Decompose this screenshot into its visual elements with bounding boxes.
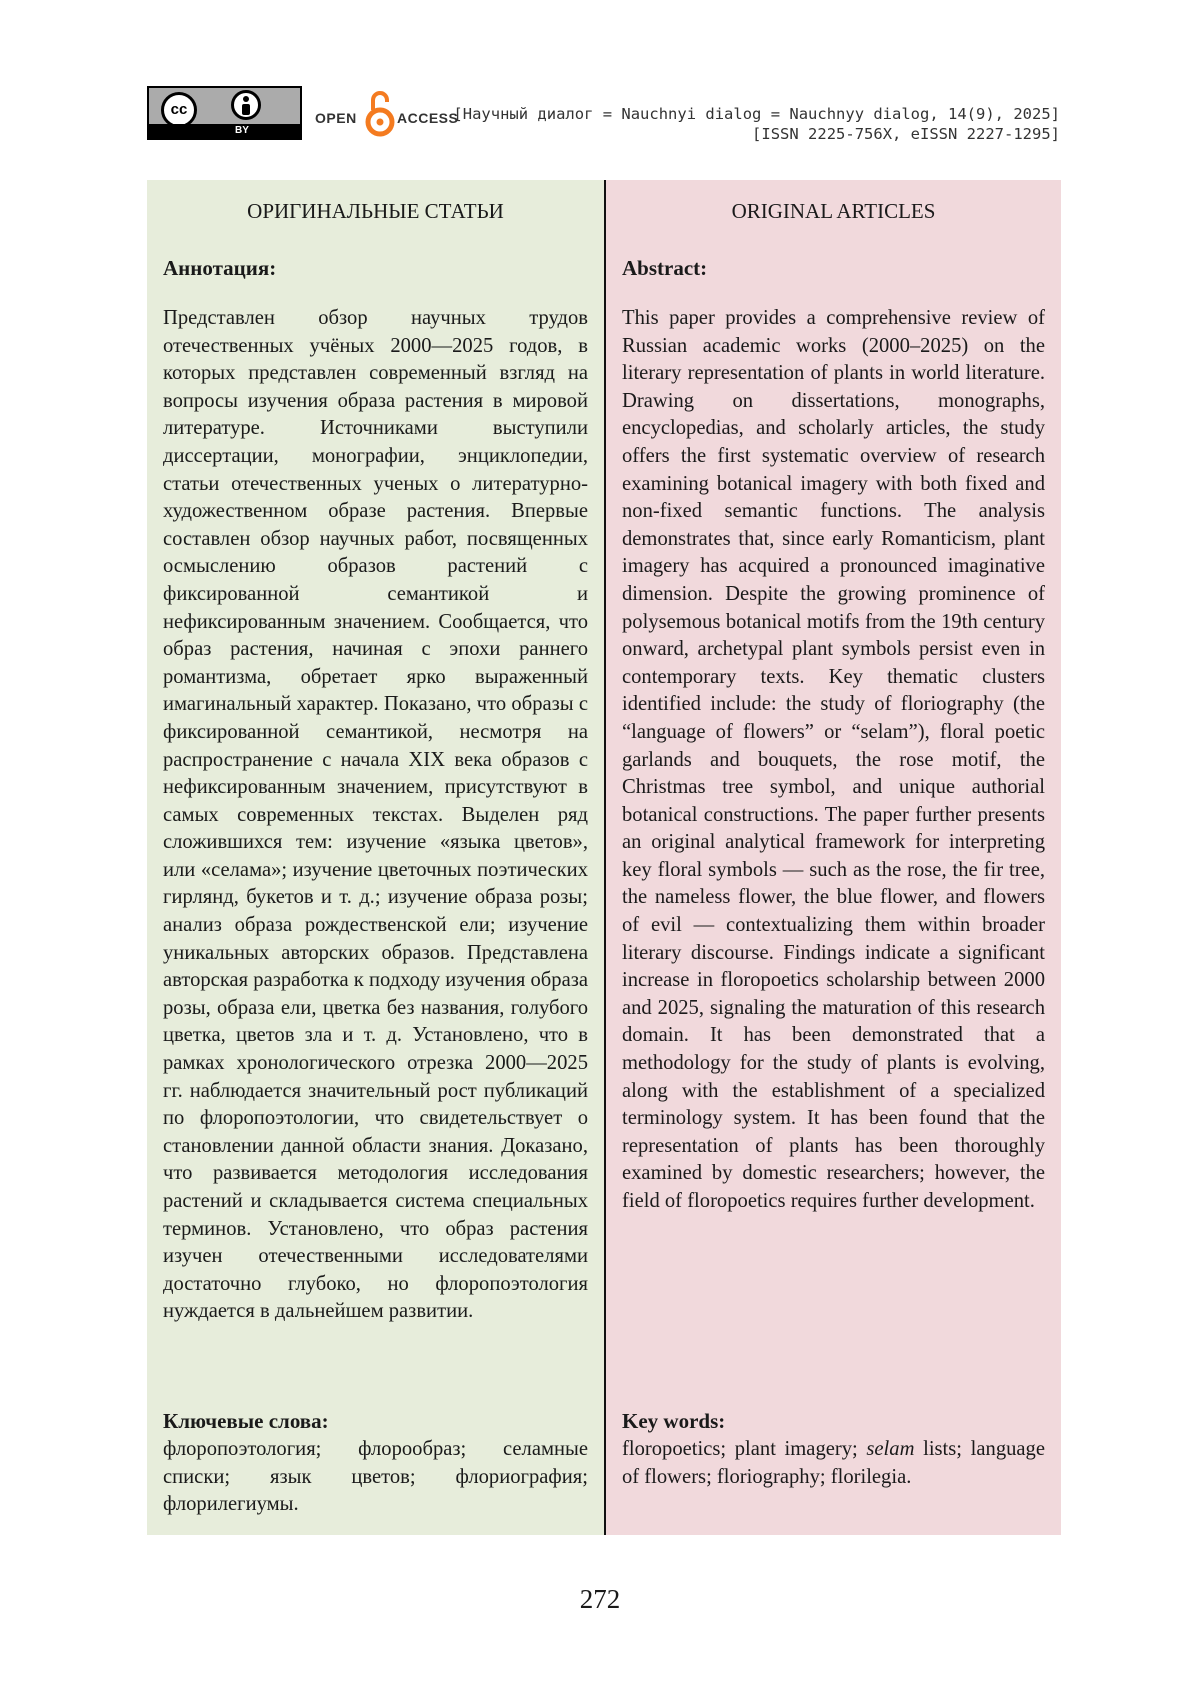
keywords-label-en: Key words: [622,1409,726,1433]
page-header [147,84,1060,144]
keywords-text-en [622,1436,1045,1491]
open-access-lock-icon [365,88,395,138]
bilingual-abstract-block [147,180,1061,1535]
abstract-text-ru: Представлен обзор научных трудов отечественных учёных 2000—2025 годов, в которых представлен современный взгляд на вопросы изучения образа растения в мировой литературе. Источниками выступили диссертации, монографии, энциклопедии, статьи отечественных ученых о литературно-художественном образе растения. Впервые составлен обзор научных работ, посвященных осмыслению образов растений с фиксированной семантикой и нефиксированным значением. Сообщается, что образ растения, начиная с эпохи раннего романтизма, обретает ярко выраженный имагинальный характер. Показано, что образы с фиксированной семантикой, несмотря на распространение с начала XIX века образов с нефиксированным значением, присутствуют в самых современных текстах. Выделен ряд сложившихся тем: изучение «языка цветов», или «селама»; изучение цветочных поэтических гирлянд, букетов и т. д.; изучение образа розы; анализ образа рождественской ели; изучение уникальных авторских образов. Представлена авторская разработка к подходу изучения образа розы, образа ели, цветка без названия, голубого цветка, цветов зла и т. д. Установлено, что в рамках хронологического отрезка 2000—2025 гг. наблюдается значительный рост публикаций по флоропоэтологии, что свидетельствует о становлении данной области знания. Доказано, что развивается методология исследования растений и складывается система специальных терминов. Установлено, что образ растения изучен отечественными исследователями достаточно глубоко, но флоропоэтология нуждается в дальнейшем развитии. [163,307,588,1323]
journal-info [453,104,1060,144]
page-number: 272 [579,1584,621,1614]
section-title-en: ORIGINAL ARTICLES [731,199,936,223]
section-title-ru: ОРИГИНАЛЬНЫЕ СТАТЬИ [247,199,504,223]
open-access-open-text: OPEN [315,110,357,126]
journal-issn: [ISSN 2225-756X, eISSN 2227-1295] [752,125,1060,143]
keywords-en-part-2: lists; language of flowers; floriography; florilegia. [622,1438,1045,1488]
keywords-en-italic-term: selam [866,1438,915,1460]
keywords-text-ru: флоропоэтология; флорообраз; селамные списки; язык цветов; флориография; флорилегиумы. [163,1438,588,1516]
keywords-label-ru: Ключевые слова: [163,1409,329,1433]
abstract-label-en: Abstract: [622,256,708,280]
russian-column [147,180,604,1535]
cc-by-license-badge[interactable] [147,86,302,140]
by-label: BY [235,125,249,136]
english-column [606,180,1061,1535]
abstract-text-en: This paper provides a comprehensive review of Russian academic works (2000–2025) on the literary representation of plants in world literature. Drawing on dissertations, monographs, encyclopedias, and scholarly articles, the study offers the first systematic overview of research examining botanical imagery with both fixed and non-fixed semantic functions. The analysis demonstrates that, since early Romanticism, plant imagery has acquired a pronounced imaginative dimension. Despite the growing prominence of polysemous botanical motifs from the 19th century onward, archetypal plant symbols persist even in contemporary texts. Key thematic clusters identified include: the study of floriography (the “language of flowers” or “selam”), floral poetic garlands and bouquets, the rose motif, the Christmas tree symbol, and unique authorial botanical constructions. The paper further presents an original analytical framework for interpreting key floral symbols — such as the rose, the fir tree, the nameless flower, the blue flower, and flowers of evil — contextualizing them within broader literary discourse. Findings indicate a significant increase in floropoetics scholarship between 2000 and 2025, signaling the maturation of this research domain. It has been demonstrated that a methodology for the study of plants is evolving, along with the establishment of a specialized terminology system. It has been found that the representation of plants has been thoroughly examined by domestic researchers; however, the field of floropoetics requires further development. [622,307,1045,1212]
journal-citation: [Научный диалог = Nauchnyi dialog = Nauchnyy dialog, 14(9), 2025] [453,105,1060,123]
attribution-person-icon [231,90,261,120]
open-access-access-text: ACCESS [397,110,459,126]
creative-commons-icon: cc [161,92,197,128]
open-access-logo [315,88,465,140]
abstract-label-ru: Аннотация: [163,256,277,280]
keywords-en-part-1: floropoetics; plant imagery; [622,1438,867,1460]
